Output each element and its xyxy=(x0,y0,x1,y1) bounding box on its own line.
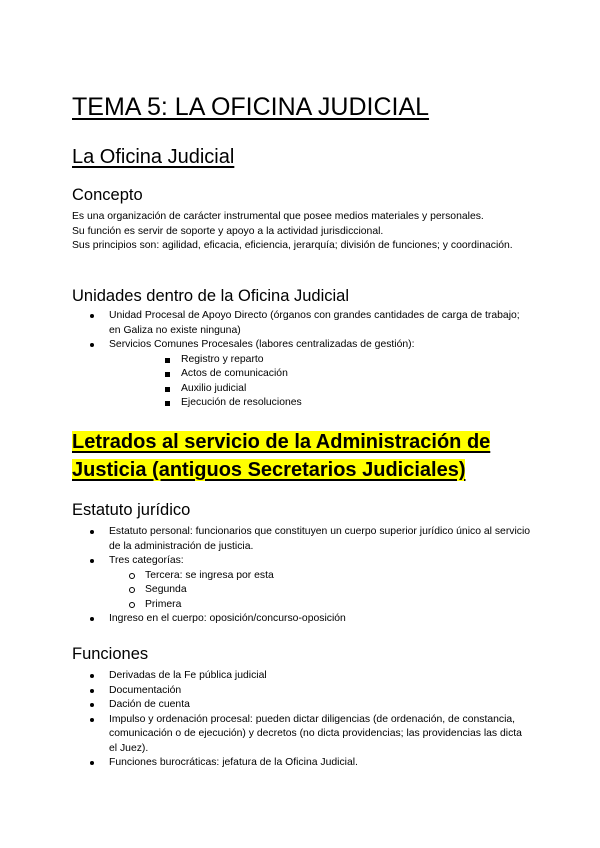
sub-list-item: Registro y reparto xyxy=(72,353,532,368)
section-heading-letrados xyxy=(72,428,532,484)
concepto-line: Su función es servir de soporte y apoyo a la actividad jurisdiccional. xyxy=(72,225,384,237)
estatuto-list xyxy=(72,525,532,627)
funciones-list xyxy=(72,669,532,771)
subheading-concepto: Concepto xyxy=(72,186,143,204)
highlighted-heading-text: Letrados al servicio de la Administración de Justicia (antiguos Secretarios Judiciales) xyxy=(72,431,491,481)
subheading-funciones: Funciones xyxy=(72,645,149,663)
list-item: Funciones burocráticas: jefatura de la Oficina Judicial. xyxy=(72,756,532,771)
list-item: Ingreso en el cuerpo: oposición/concurso-oposición xyxy=(72,612,532,627)
sub-list-item: Ejecución de resoluciones xyxy=(72,396,532,411)
list-item: Documentación xyxy=(72,684,532,699)
sub-list-item: Primera xyxy=(72,598,532,613)
document-title: TEMA 5: LA OFICINA JUDICIAL xyxy=(72,93,430,121)
subheading-estatuto: Estatuto jurídico xyxy=(72,501,191,519)
list-item: Servicios Comunes Procesales (labores centralizadas de gestión): xyxy=(72,338,532,353)
sub-list-item: Segunda xyxy=(72,583,532,598)
list-item: Dación de cuenta xyxy=(72,698,532,713)
list-item: Derivadas de la Fe pública judicial xyxy=(72,669,532,684)
list-item: Impulso y ordenación procesal: pueden dictar diligencias (de ordenación, de constancia, comunicación o de ejecución) y decretos (no dicta providencias; las providencias las dicta el Juez). xyxy=(72,713,532,757)
unidades-list xyxy=(72,309,532,411)
concepto-line: Sus principios son: agilidad, eficacia, eficiencia, jerarquía; división de funciones; y coordinación. xyxy=(72,240,513,251)
section-heading-oficina-judicial: La Oficina Judicial xyxy=(72,146,235,168)
sub-list-item: Tercera: se ingresa por esta xyxy=(72,569,532,584)
concepto-paragraph xyxy=(72,210,522,254)
list-item: Unidad Procesal de Apoyo Directo (órganos con grandes cantidades de carga de trabajo; en Galiza no existe ninguna) xyxy=(72,309,532,338)
sub-list-item: Auxilio judicial xyxy=(72,382,532,397)
sub-list-item: Actos de comunicación xyxy=(72,367,532,382)
list-item: Tres categorías: xyxy=(72,554,532,569)
concepto-line: Es una organización de carácter instrumental que posee medios materiales y personales. xyxy=(72,211,484,222)
subheading-unidades: Unidades dentro de la Oficina Judicial xyxy=(72,287,349,305)
list-item: Estatuto personal: funcionarios que constituyen un cuerpo superior jurídico único al servicio de la administración de justicia. xyxy=(72,525,532,554)
